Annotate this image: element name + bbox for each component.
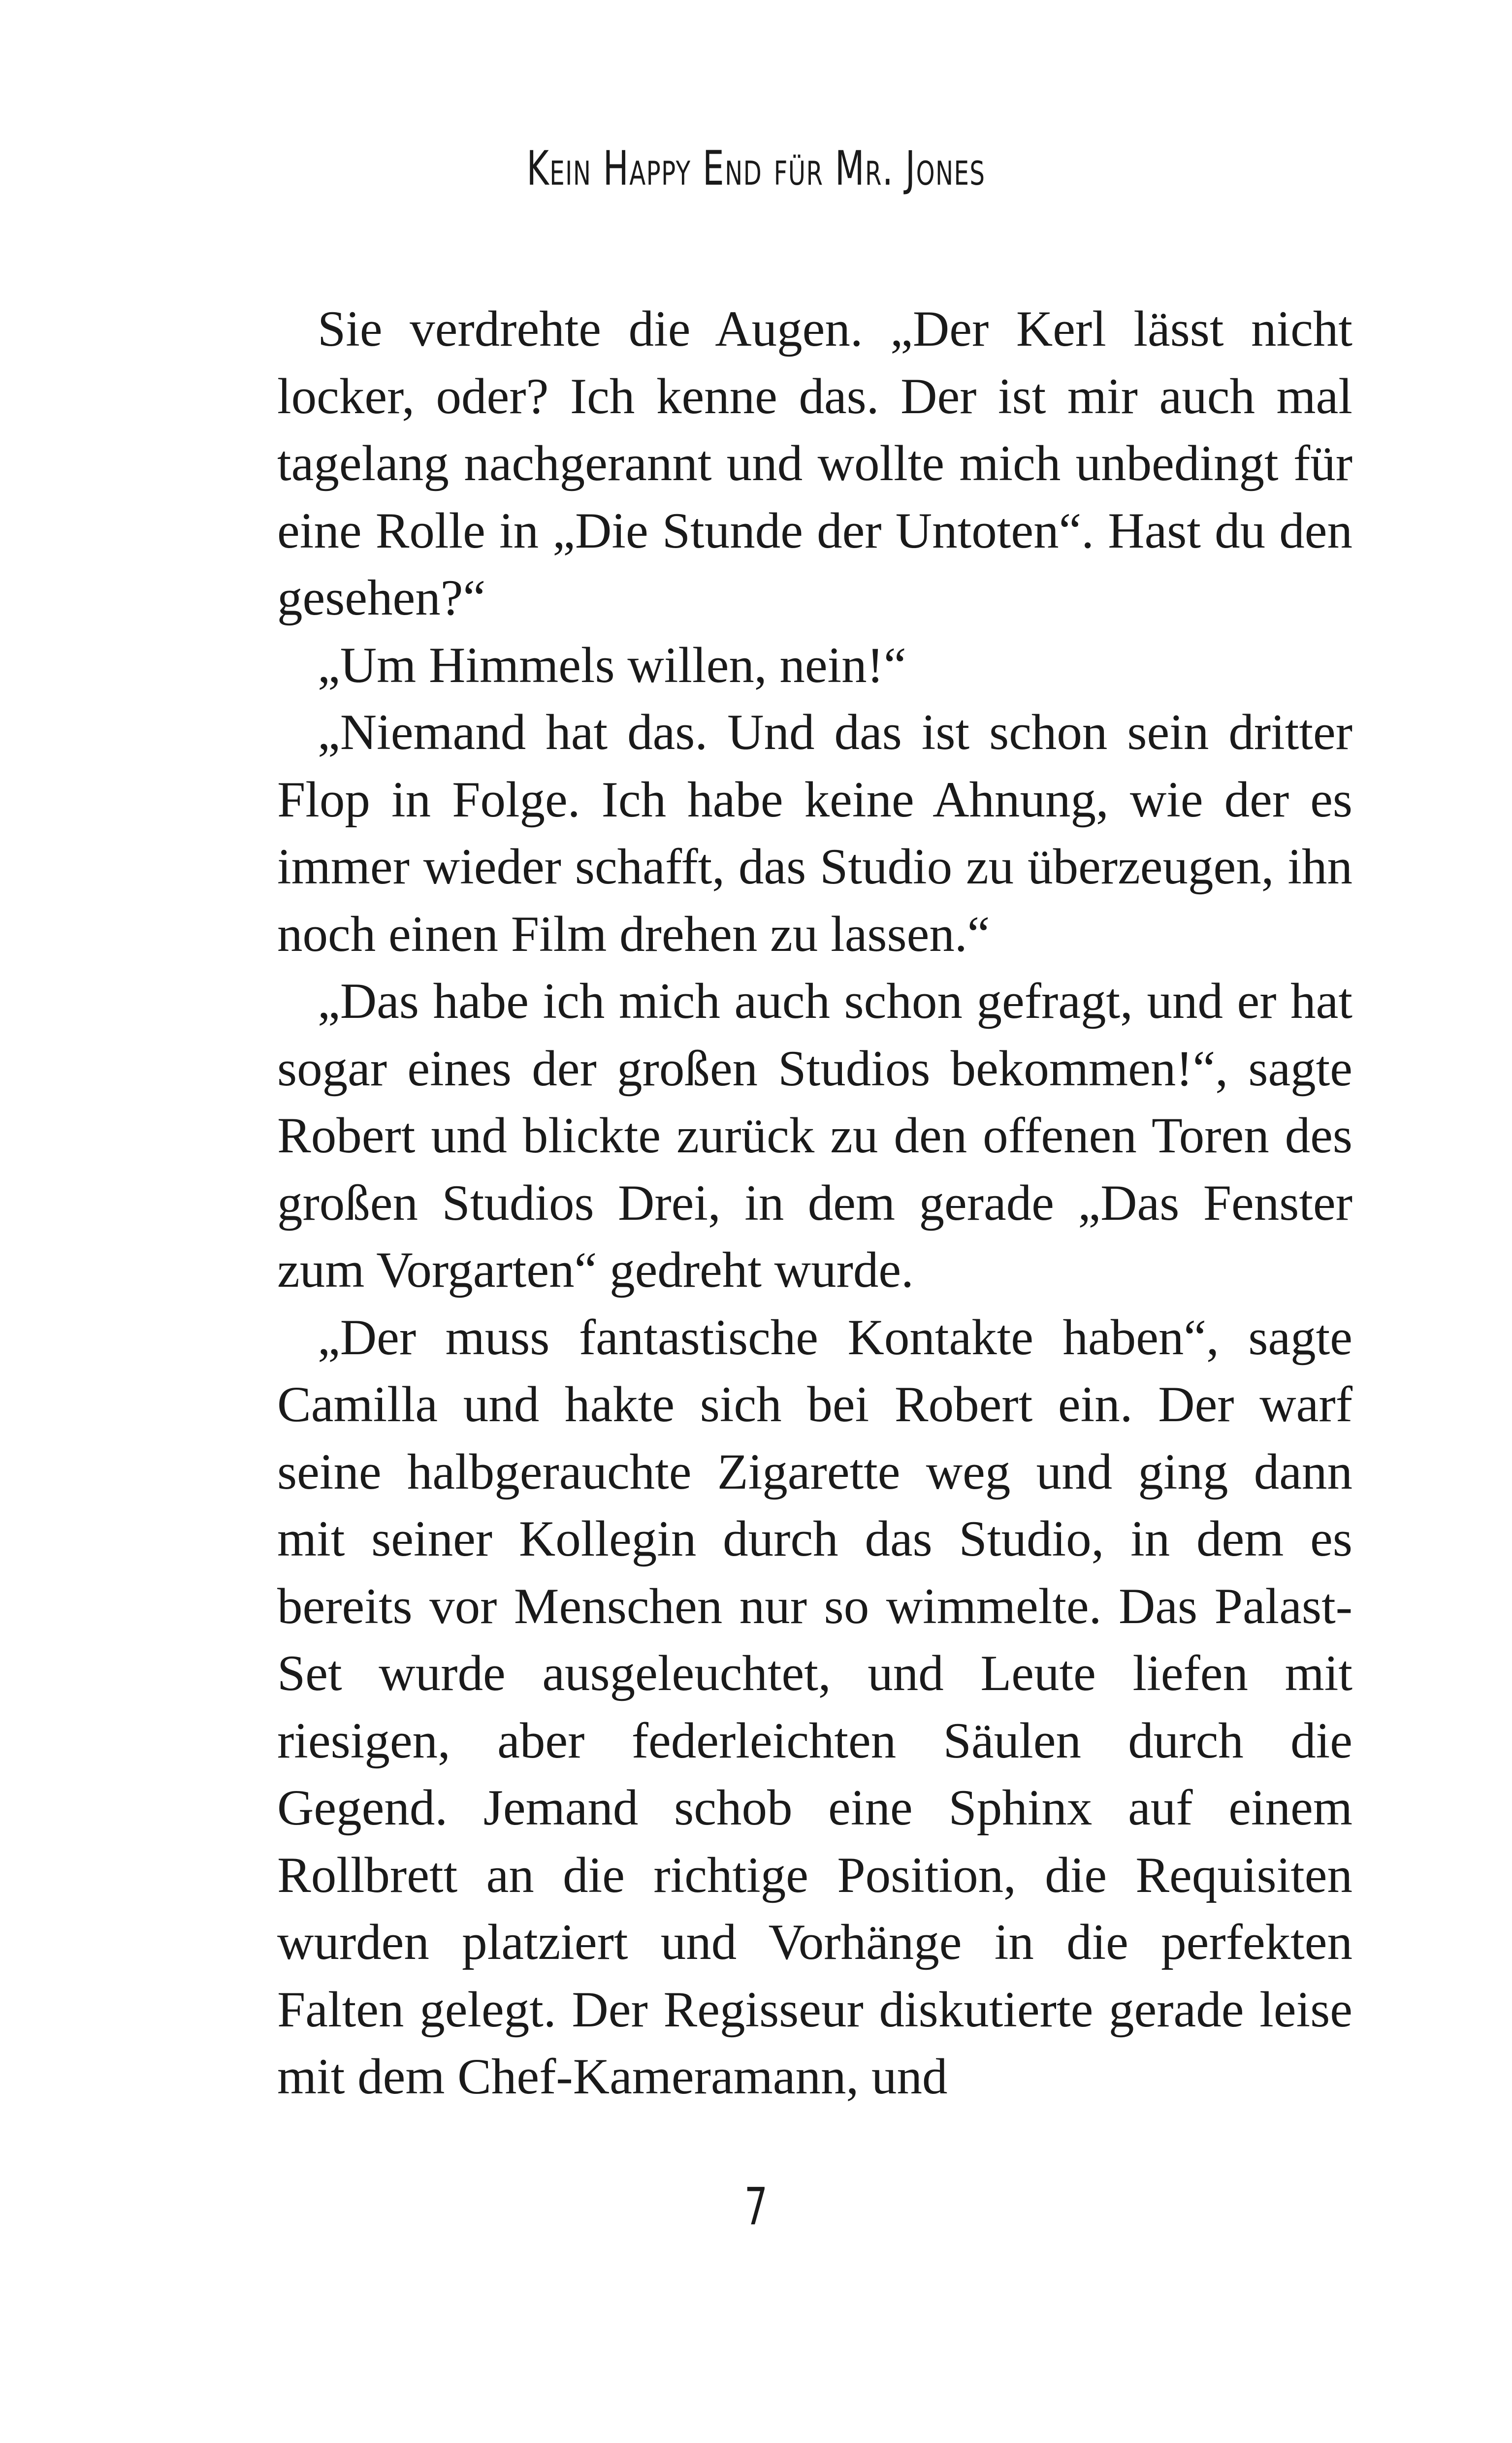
paragraph: „Um Himmels willen, nein!“ bbox=[318, 637, 906, 693]
page-number: 7 bbox=[744, 2177, 768, 2237]
paragraph: „Das habe ich mich auch schon gefragt, und er hat sogar eines der großen Studios bekommen!“, sagte Robert und blickte zurück zu den offenen Toren des großen Studios Drei, in dem gerade „Das Fenster zum Vorgarten“ gedreht wurde. bbox=[277, 973, 1352, 1298]
paragraph: „Niemand hat das. Und das ist schon sein dritter Flop in Folge. Ich habe keine Ahnung, wie der es immer wieder schafft, das Studio zu überzeugen, ihn noch einen Film drehen zu lassen.“ bbox=[277, 704, 1352, 962]
body-text bbox=[277, 295, 1352, 2111]
paragraph: „Der muss fantastische Kontakte haben“, sagte Camilla und hakte sich bei Robert ein. Der warf seine halbgerauchte Zigarette weg und ging dann mit seiner Kollegin durch das Studio, in dem es bereits vor Menschen nur so wimmelte. Das Palast-Set wurde ausgeleuchtet, und Leute liefen mit riesigen, aber federleichten Säulen durch die Gegend. Jemand schob eine Sphinx auf einem Rollbrett an die richtige Position, die Requisiten wurden platziert und Vorhänge in die perfekten Falten gelegt. Der Regisseur diskutierte gerade leise mit dem Chef-Kameramann, und bbox=[277, 1309, 1352, 2105]
running-head: Kein Happy End für Mr. Jones bbox=[526, 141, 986, 196]
paragraph: Sie verdrehte die Augen. „Der Kerl lässt nicht locker, oder? Ich kenne das. Der ist mir auch mal tagelang nachgerannt und wollte mich unbedingt für eine Rolle in „Die Stunde der Untoten“. Hast du den gesehen?“ bbox=[277, 301, 1352, 626]
